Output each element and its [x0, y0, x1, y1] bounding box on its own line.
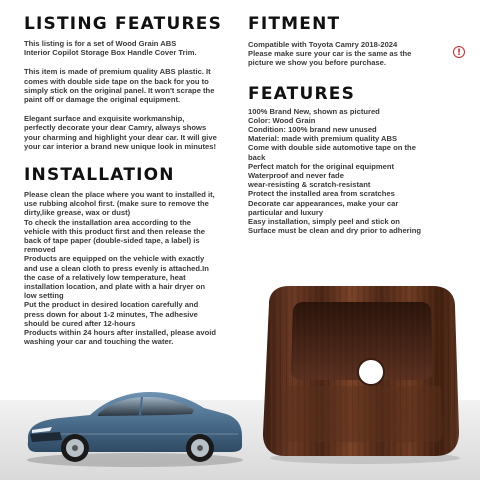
text-line: Condition: 100% brand new unused [248, 125, 377, 135]
text-line: vehicle with this product first and then release the [24, 226, 206, 236]
installation-instructions [24, 190, 252, 346]
text-line: low setting [24, 291, 64, 301]
text-line: To check the installation area according to the [24, 217, 191, 227]
text-line: wear-resisting & scratch-resistant [248, 180, 371, 190]
text-line: Put the product in desired location carefully and [24, 300, 199, 310]
text-line: dirty,like grease, wax or dust) [24, 208, 131, 218]
text-line: Interior Copilot Storage Box Handle Cover Trim. [24, 48, 197, 58]
text-line: This item is made of premium quality ABS plastic. It [24, 67, 211, 77]
text-line: 100% Brand New, shown as pictured [248, 106, 380, 116]
text-line: Material: made with premium quality ABS [248, 134, 398, 144]
text-line: Decorate car appearances, make your car [248, 198, 399, 208]
text-line: Color: Wood Grain [248, 115, 316, 125]
text-line: your car interior a brand new unique look in minutes! [24, 141, 216, 151]
text-line: Products within 24 hours after installed, please avoid [24, 328, 217, 338]
text-line: back of tape paper (double-sided tape, a label) is [24, 236, 200, 246]
text-line: This listing is for a set of Wood Grain ABS [24, 39, 177, 48]
alert-circle-icon: ! [453, 46, 465, 58]
listing-material [24, 67, 252, 104]
text-line: washing your car and touching the water. [24, 337, 174, 347]
text-line: picture we show you before purchase. [248, 58, 386, 68]
text-line: your charming and highlight your dear car. It will give [24, 132, 217, 142]
storage-box-cover-trim-photo [255, 282, 467, 468]
fitment-heading: FITMENT [248, 14, 341, 34]
text-line: Compatible with Toyota Camry 2018-2024 [248, 40, 398, 49]
text-line: Products are equipped on the vehicle with exactly [24, 254, 205, 264]
text-line: comes with double side tape on the back for you to [24, 76, 209, 86]
text-line: particular and luxury [248, 207, 324, 217]
features-list [248, 107, 463, 236]
text-line: removed [24, 245, 56, 255]
installation-heading: INSTALLATION [24, 165, 175, 186]
listing-features-heading: LISTING FEATURES [24, 14, 223, 34]
text-line: back [248, 152, 266, 162]
toyota-camry-photo [20, 378, 248, 468]
left-column [24, 14, 252, 346]
listing-intro [24, 39, 252, 57]
text-line: simply stick on the original panel. It won't scrape the [24, 85, 215, 95]
text-line: installation location, and plate with a hair dryer on [24, 282, 206, 292]
text-line: Come with double side automotive tape on the [248, 143, 416, 153]
text-line: Protect the installed area from scratches [248, 189, 395, 199]
text-line: should be cured after 12-hours [24, 318, 136, 328]
text-line: the case of a relatively low temperature, heat [24, 272, 186, 282]
text-line: Please clean the place where you want to installed it, [24, 190, 215, 200]
text-line: Easy installation, simply peel and stick on [248, 217, 400, 227]
text-line: Surface must be clean and dry prior to adhering [248, 226, 422, 236]
text-line: Please make sure your car is the same as the [248, 49, 412, 59]
right-column [248, 14, 463, 235]
listing-workmanship [24, 114, 252, 151]
text-line: Waterproof and never fade [248, 171, 344, 181]
text-line: perfectly decorate your dear Camry, always shows [24, 123, 207, 133]
text-line: use rubbing alcohol first. (make sure to remove the [24, 199, 209, 209]
fitment-text [248, 40, 463, 68]
text-line: Perfect match for the original equipment [248, 161, 394, 171]
text-line: Elegant surface and exquisite workmanship, [24, 114, 185, 124]
text-line: and use a clean cloth to press evenly is attached.In [24, 263, 209, 273]
features-heading: FEATURES [248, 83, 356, 104]
text-line: press down for about 1-2 minutes, The adhesive [24, 309, 198, 319]
text-line: paint off or damage the original equipment. [24, 95, 181, 105]
